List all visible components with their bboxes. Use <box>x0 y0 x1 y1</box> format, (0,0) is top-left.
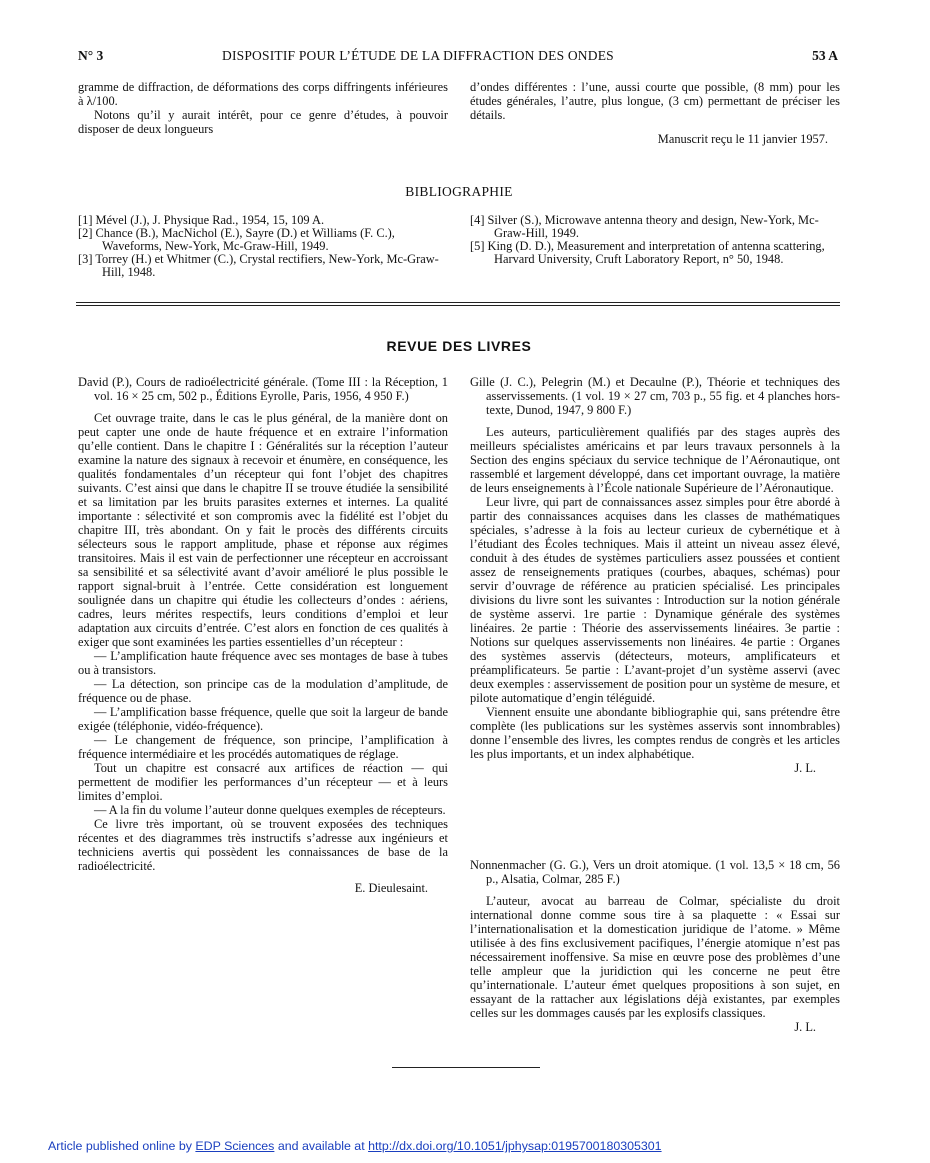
bibliography-ref-4: [4] Silver (S.), Microwave antenna theory and design, New-York, Mc-Graw-Hill, 1949. <box>470 213 819 240</box>
review-paragraph: Viennent ensuite une abondante bibliographie qui, sans prétendre être complète (les publications sur les systèmes asservis sont innombrables) donne l’ensemble des livres, les comptes rendus de congrès et les articles les plus importants, et un index alphabétique. <box>470 705 840 761</box>
intro-left-paragraph-1: gramme de diffraction, de déformations des corps diffringents inférieures à λ/100. <box>78 80 448 108</box>
review-paragraph: Cet ouvrage traite, dans le cas le plus général, de la manière dont on peut capter une onde de haute fréquence et en extraire l’information qu’elle contient. Dans le chapitre I : Généralités sur la réception l’auteur examine la nature des signaux à recevoir et énumère, en conséquence, les qualités fondamentales d’un récepteur qui font l’objet des chapitres suivants. C’est ainsi que dans le chapitre II se trouve étudiée la sensibilité et sa limitation par les bruits parasites externes et internes. La qualité importante : sélectivité et son compromis avec la fidélité est l’objet du chapitre III, très abondant. On y fait le procès des différents circuits sélecteurs sous le rapport amplitude, phase et réponse aux régimes transitoires. Mais il est vain de perfectionner une récepteur en accroissant sa sensibilité et sa sélectivité avant d’avoir amélioré le plus possible le rapport signal-bruit à l’entrée. Cette considération est longuement soulignée dans un chapitre qui étudie les collecteurs d’ondes : aériens, cadres, leurs mérites respectifs, leurs conditions d’emploi et leur adaptation aux circuits d’entrée. C’est alors en fonction de ces qualités à exiger que sont examinées les parties essentielles d’un récepteur : <box>78 411 448 649</box>
footer-middle: and available at <box>274 1139 369 1153</box>
received-date: Manuscrit reçu le 11 janvier 1957. <box>657 132 828 146</box>
bibliography-ref-1: [1] Mével (J.), J. Physique Rad., 1954, 15, 109 A. <box>78 213 325 227</box>
review-paragraph: — A la fin du volume l’auteur donne quelques exemples de récepteurs. <box>94 803 446 817</box>
intro-left-paragraph-2: Notons qu’il y aurait intérêt, pour ce genre d’études, à pouvoir disposer de deux longueurs <box>78 108 448 136</box>
review-paragraph: Tout un chapitre est consacré aux artifices de réaction — qui permettent de modifier les performances d’un récepteur — et à leurs limites d’emploi. <box>78 761 448 803</box>
review-paragraph: — L’amplification basse fréquence, quelle que soit la largeur de bande exigée (téléphonie, vidéo-fréquence). <box>78 705 448 733</box>
publisher-link[interactable]: EDP Sciences <box>195 1139 275 1153</box>
review-david <box>78 375 448 895</box>
review-paragraph: Les auteurs, particulièrement qualifiés par des stages auprès des meilleurs spécialistes américains et par leurs travaux personnels à la Section des engins spéciaux du service technique de l’Aéronautique, ont rassemblé et largement développé, dans cet important ouvrage, la matière de leurs enseignements à l’École nationale Supérieure de l’Aéronautique. <box>470 425 840 495</box>
running-title: DISPOSITIF POUR L’ÉTUDE DE LA DIFFRACTION DES ONDES <box>222 48 614 63</box>
bibliography-heading: BIBLIOGRAPHIE <box>405 184 513 199</box>
intro-right-column <box>470 80 840 146</box>
publisher-footer <box>48 1139 662 1153</box>
end-rule <box>392 1067 540 1068</box>
bibliography-ref-3: [3] Torrey (H.) et Whitmer (C.), Crystal rectifiers, New-York, Mc-Graw-Hill, 1948. <box>78 252 439 279</box>
review-citation: David (P.), Cours de radioélectricité générale. (Tome III : la Réception, 1 vol. 16 × 25 cm, 502 p., Éditions Eyrolle, Paris, 1956, 4 950 F.) <box>78 375 448 403</box>
bibliography-right-column <box>470 214 842 266</box>
section-rule-top <box>76 302 840 303</box>
review-paragraph: — Le changement de fréquence, son principe, l’amplification à fréquence intermédiaire et les procédés automatiques de réglage. <box>78 733 448 761</box>
reviews-heading: REVUE DES LIVRES <box>386 338 532 354</box>
review-signature: J. L. <box>794 1020 816 1034</box>
review-signature: E. Dieulesaint. <box>354 881 428 895</box>
review-paragraph: L’auteur, avocat au barreau de Colmar, spécialiste du droit international donne comme sous tire à sa plaquette : « Essai sur l’internationalisation et la domestication juridique de l’atome. » Même utilisée à des fins exclusivement pacifiques, l’énergie atomique n’est pas nécessairement inoffensive. Sa mise en œuvre pose des problèmes d’une telle ampleur que la juridiction qui les concerne ne peut être qu’internationale. L’auteur émet quelques propositions à son sujet, en essayant de la rattacher aux législations déjà existantes, par exemples celles sur les dommages causés par les explosifs classiques. <box>470 894 840 1020</box>
footer-prefix: Article published online by <box>48 1139 196 1153</box>
bibliography-ref-2: [2] Chance (B.), MacNichol (E.), Sayre (D.) et Williams (F. C.), Waveforms, New-York, Mc-Graw-Hill, 1949. <box>78 226 395 253</box>
intro-right-paragraph: d’ondes différentes : l’une, aussi courte que possible, (8 mm) pour les études générales, l’autre, plus longue, (3 cm) permettant de préciser les détails. <box>470 80 840 122</box>
review-citation: Nonnenmacher (G. G.), Vers un droit atomique. (1 vol. 13,5 × 18 cm, 56 p., Alsatia, Colmar, 285 F.) <box>470 858 840 886</box>
review-citation: Gille (J. C.), Pelegrin (M.) et Decaulne (P.), Théorie et techniques des asservissements. (1 vol. 19 × 27 cm, 703 p., 55 fig. et 4 planches hors-texte, Dunod, 1947, 9 800 F.) <box>470 375 840 417</box>
bibliography-left-column <box>78 214 450 279</box>
review-nonnenmacher <box>470 858 840 1034</box>
review-gille <box>470 375 840 775</box>
review-paragraph: Leur livre, qui part de connaissances assez simples pour être abordé à partir des connaissances acquises dans les classes de mathématiques spéciales, s’adresse à la fois au lecteur curieux de cybernétique et à l’étudiant des Écoles techniques. Mais il atteint un niveau assez élevé, conduit à des études de systèmes particuliers assez poussées et contient assez de renseignements pratiques (courbes, abaques, schémas) pour servir d’ouvrage de référence au praticien spécialisé. Les principales divisions du livre sont les suivantes : Introduction sur la notion générale de système asservi. 1re partie : Dynamique générale des systèmes linéaires. 2e partie : Théorie des asservissements linéaires. 3e partie : Notions sur quelques asservissements non linéaires. 4e partie : Organes des systèmes asservis (détecteurs, moteurs, amplificateurs et préamplificateurs. 5e partie : L’avant-projet d’un système asservi (avec deux exemples : asservissement de position pour un système de mesure, et pilote automatique d’engin téléguidé. <box>470 495 840 705</box>
issue-number: N° 3 <box>78 48 104 63</box>
bibliography-ref-5: [5] King (D. D.), Measurement and interpretation of antenna scattering, Harvard University, Cruft Laboratory Report, n° 50, 1948. <box>470 239 825 266</box>
running-header <box>78 48 838 66</box>
review-paragraph: — La détection, son principe cas de la modulation d’amplitude, de fréquence ou de phase. <box>78 677 448 705</box>
page-number: 53 A <box>812 48 838 63</box>
intro-left-column <box>78 80 448 136</box>
section-rule-bottom <box>76 305 840 306</box>
review-paragraph: Ce livre très important, où se trouvent exposées des techniques récentes et des diagrammes très instructifs s’adresse aux ingénieurs et techniciens avertis qui possèdent les connaissances de base de la radioélectricité. <box>78 817 448 873</box>
review-signature: J. L. <box>794 761 816 775</box>
doi-link[interactable]: http://dx.doi.org/10.1051/jphysap:0195700180305301 <box>368 1139 662 1153</box>
review-paragraph: — L’amplification haute fréquence avec ses montages de base à tubes ou à transistors. <box>78 649 448 677</box>
